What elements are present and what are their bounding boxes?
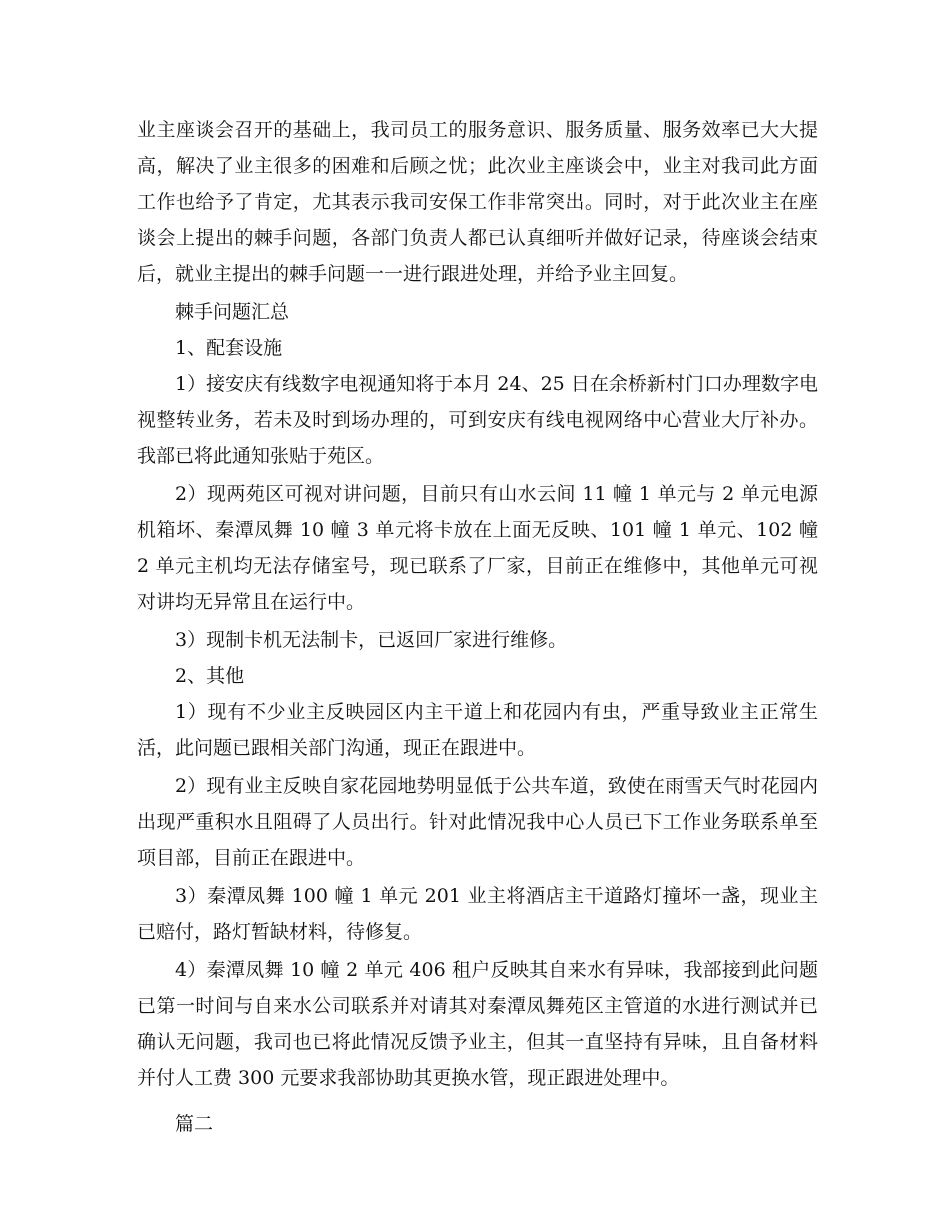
heading-problem-summary: 棘手问题汇总: [175, 301, 290, 323]
paragraph-facilities-item-2: 2）现两苑区可视对讲问题，目前只有山水云间 11 幢 1 单元与 2 单元电源机箱坏、秦潭凤舞 10 幢 3 单元将卡放在上面无反映、101 幢 1 单元、102 幢 2 单元主机均无法存储室号，现已联系了厂家，目前正在维修中，其他单元可视对讲均无异常且在运行中。: [137, 483, 818, 613]
paragraph-other-item-4: 4）秦潭凤舞 10 幢 2 单元 406 租户反映其自来水有异味，我部接到此问题已第一时间与自来水公司联系并对请其对秦潭凤舞苑区主管道的水进行测试并已确认无问题，我司也已将此情况反馈予业主，但其一直坚持有异味，且自备材料并付人工费 300 元要求我部协助其更换水管，现正跟进处理中。: [137, 959, 818, 1089]
paragraph-facilities-item-1: 1）接安庆有线数字电视通知将于本月 24、25 日在余桥新村门口办理数字电视整转业务，若未及时到场办理的，可到安庆有线电视网络中心营业大厅补办。我部已将此通知张贴于苑区。: [137, 373, 818, 467]
paragraph-other-item-1: 1）现有不少业主反映园区内主干道上和花园内有虫，严重导致业主正常生活，此问题已跟相关部门沟通，现正在跟进中。: [137, 701, 818, 759]
heading-other: 2、其他: [175, 665, 245, 687]
paragraph-other-item-3: 3）秦潭凤舞 100 幢 1 单元 201 业主将酒店主干道路灯撞坏一盏，现业主已赔付，路灯暂缺材料，待修复。: [137, 885, 818, 943]
paragraph-intro: 业主座谈会召开的基础上，我司员工的服务意识、服务质量、服务效率已大大提高，解决了业主很多的困难和后顾之忧；此次业主座谈会中，业主对我司此方面工作也给予了肯定，尤其表示我司安保工作非常突出。同时，对于此次业主在座谈会上提出的棘手问题，各部门负责人都已认真细听并做好记录，待座谈会结束后，就业主提出的棘手问题一一进行跟进处理，并给予业主回复。: [137, 119, 818, 285]
heading-facilities: 1、配套设施: [175, 337, 283, 359]
paragraph-other-item-2: 2）现有业主反映自家花园地势明显低于公共车道，致使在雨雪天气时花园内出现严重积水且阻碍了人员出行。针对此情况我中心人员已下工作业务联系单至项目部，目前正在跟进中。: [137, 775, 818, 869]
heading-part-two: 篇二: [175, 1113, 214, 1135]
document-body: [0, 112, 950, 1142]
paragraph-facilities-item-3: 3）现制卡机无法制卡，已返回厂家进行维修。: [175, 629, 568, 651]
